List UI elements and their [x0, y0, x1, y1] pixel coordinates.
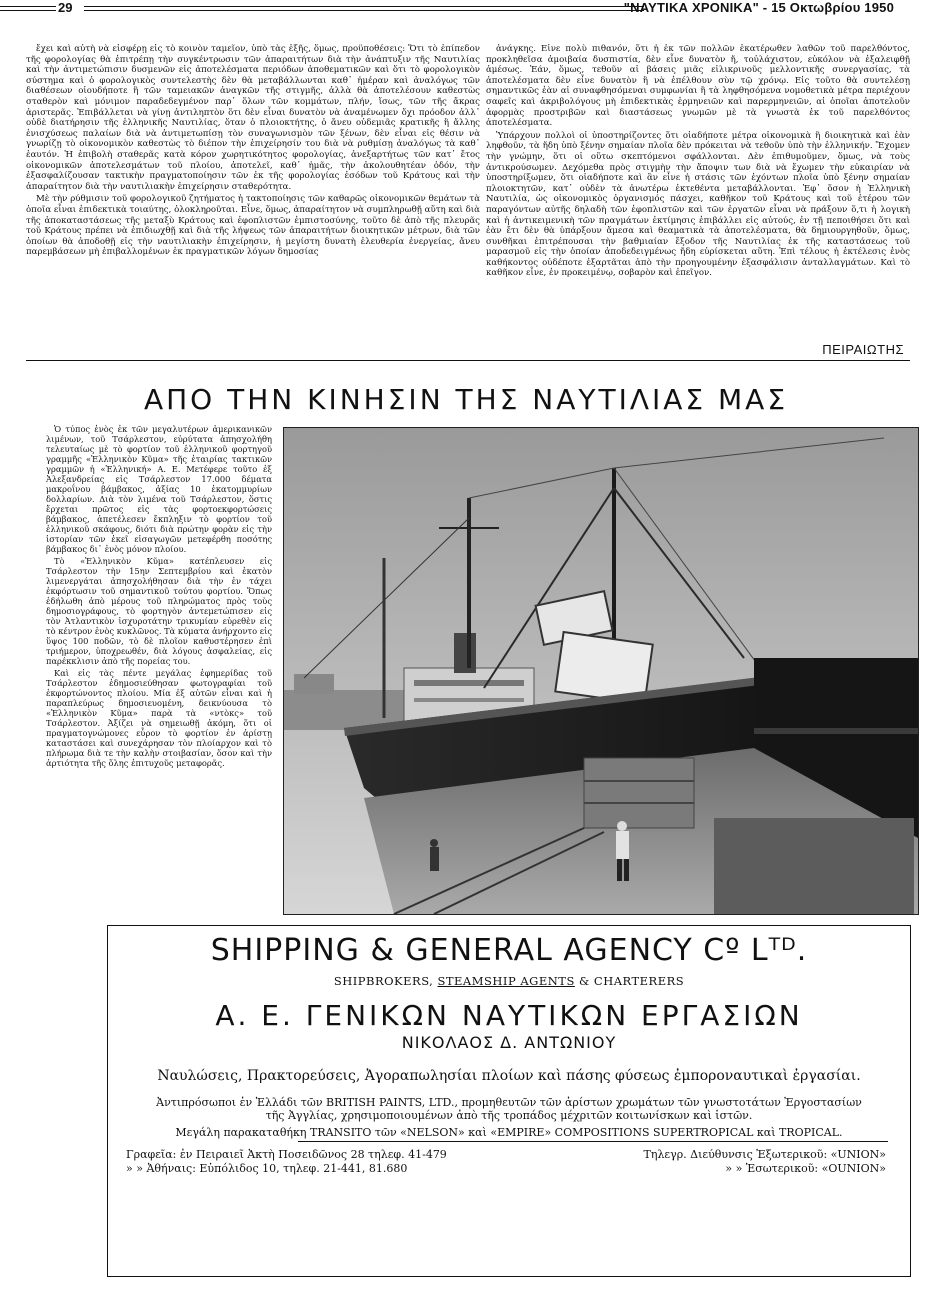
ad-services-pre: SHIPBROKERS,	[333, 974, 438, 988]
paragraph: Μὲ τὴν ρύθμισιν τοῦ φορολογικοῦ ζητήματος ἡ τακτοποίησις τῶν καθαρῶς οἰκονομικῶν θεμάτων τὰ ὁποῖα εἶναι ἐπιδεκτικὰ τοιαύτης, ὁλοκληροῦται. Εἶνε, ὅμως, ἀπαραίτητον νὰ συμπληρωθῇ αὕτη καὶ διὰ τῆς ἀποκαταστάσεως τῆς μεταξὺ Κράτους καὶ ἐφοπλιστῶν ἐμπιστοσύνης, τοῦτο δὲ ἀπὸ τῆς πλευρᾶς τοῦ Κράτους πρέπει νὰ ἐπιδιωχθῇ καὶ διὰ τῆς λήψεως τῶν ἀπαραιτήτων διοικητικῶν μέτρων, διὰ τῶν ὁποίων θὰ ἀποδοθῇ εἰς τὴν ναυτιλιακὴν ἐπιχείρησιν, ἡ μεγίστη δυνατὴ ἐλευθερία ἐνεργείας, ἄνευ παρεμβάσεων μὴ ἐπιβαλλομένων ἐκ πραγματικῶν λόγων δημοσίας	[26, 194, 480, 258]
ad-services	[108, 974, 910, 988]
page-number: 29	[58, 0, 73, 15]
ad-company-name: SHIPPING & GENERAL AGENCY Cº Lᵀᴰ.	[210, 933, 808, 968]
author-signature: ΠΕΙΡΑΙΩΤΗΣ	[822, 342, 904, 357]
ad-contact-block	[126, 1148, 886, 1176]
ad-greek-company-name: Α. Ε. ΓΕΝΙΚΩΝ ΝΑΥΤΙΚΩΝ ΕΡΓΑΣΙΩΝ	[215, 999, 803, 1032]
section-headline: ΑΠΟ ΤΗΝ ΚΙΝΗΣΙΝ ΤΗΣ ΝΑΥΤΙΛΙΑΣ ΜΑΣ	[143, 383, 789, 416]
ad-agency-note: Ἀντιπρόσωποι ἐν Ἑλλάδι τῶν BRITISH PAINTS, LTD., προμηθευτῶν τῶν ἀρίστων χρωμάτων τῶν γνωστοτάτων Ἐργοστασίων τῆς Ἀγγλίας, χρησιμοποιουμένων ἀπὸ τῆς τροπάδος μέχριτῶν κοιτωνίσκων καὶ ἱστῶν.	[156, 1096, 862, 1122]
paragraph: Ὑπάρχουν πολλοὶ οἱ ὑποστηρίζοντες ὅτι οἱαδήποτε μέτρα οἰκονομικὰ ἢ διοικητικὰ καὶ ἐὰν ληφθοῦν, τὰ ἤδη ὑπὸ ξένην σημαίαν πλοῖα δὲν πρόκειται νὰ τεθοῦν ὑπὸ τὴν ἑλληνικήν. Ἔχομεν τὴν γνώμην, ὅτι οἱ οὕτω σκεπτόμενοι σφάλλονται. Δὲν ἐπιθυμοῦμεν, ὅμως, νὰ τοὺς ἀντικρούσωμεν. Δεχόμεθα πρὸς στιγμὴν τὴν ἄποψιν των διὰ νὰ ἔχωμεν τὴν εὐκαιρίαν νὰ ὑποστηρίξωμεν, ὅτι οἱαδήποτε καὶ ἂν εἶνε ἡ στάσις τῶν ἐχόντων πλοῖα ὑπὸ ξένην σημαίαν πλοιοκτητῶν, κατ᾿ οὐδὲν τὰ ἀνωτέρω ἐκτεθέντα μεταβάλλονται. Ἐφ᾿ ὅσον ἡ Ἑλληνικὴ Ναυτιλία, ὡς οἰκονομικὸς ὀργανισμός πάσχει, καθῆκον τοῦ Κράτους καὶ τοῦ ἑτέρου τῶν παραγόντων αὐτῆς δηλαδὴ τῶν ἐφοπλιστῶν καὶ τῶν ἐργατῶν εἶναι νὰ πράξουν ὅ,τι ἡ λογικὴ καὶ ἡ ἀντικειμενικὴ τῶν πραγμάτων ἐκτίμησις ἐπιβάλλει εἰς αὐτούς, ἐν τῇ πεποιθήσει ὅτι καὶ ἐὰν ἔτι δὲν θὰ ὑπάρξουν ἄμεσα καὶ θεαματικὰ τὰ ἀποτελέσματα, θὰ δημιουργηθοῦν, ὅμως, συνθῆκαι ἐπιτρέπουσαι τὴν βαθμιαίαν ἔξοδον τῆς Ναυτιλίας ἐκ τῆς καταστάσεως τοῦ μαρασμοῦ εἰς τὴν ὁποίαν ἀποδεδειγμένως ἤδη εὑρίσκεται αὕτη. Ἐπὶ τέλους ἡ ἐκτέλεσις ἑνὸς καθήκοντος οὐδέποτε ἐξαρτᾶται ἀπὸ τὴν προηγουμένην ἐξασφάλισιν ἀνταλλαγμάτων. Καὶ τὸ καθῆκον εἶνε, ἐν προκειμένῳ, σοβαρὸν καὶ ἐπεῖγον.	[486, 130, 910, 279]
ad-services-post: & CHARTERERS	[574, 974, 685, 988]
publication-title: "ΝΑΥΤΙΚΑ ΧΡΟΝΙΚΑ" - 15 Οκτωβρίου 1950	[623, 0, 894, 15]
news-column	[46, 424, 272, 916]
paragraph: ἀνάγκης. Εἶνε πολὺ πιθανόν, ὅτι ἡ ἐκ τῶν πολλῶν ἑκατέρωθεν λαθῶν τοῦ παρελθόντος, προκληθεῖσα ἀμοιβαία δυσπιστία, δὲν εἶνε δυνατὸν ἤ, τοὐλάχιστον, εὐκόλον νὰ ἐξαλειφθῇ ἀμέσως. Ἐάν, ὅμως, τεθοῦν αἱ βάσεις μιᾶς εἰλικρινοῦς μελλοντικῆς συνεργασίας, τὰ ἀποτελέσματα δὲν εἶνε δυνατὸν ἢ νὰ ἐπέλθουν σὺν τῷ χρόνῳ. Εἰς τοῦτο θὰ συντελέσῃ σημαντικῶς ἐὰν αἱ συναφθησόμεναι συμφωνίαι ἢ τὰ ληφθησόμενα νομοθετικὰ μέτρα περιέχουν σαφεῖς καὶ ἀκριβολόγους μὴ ἐπιδεκτικὰς ἑρμηνειῶν καὶ παρερμηνειῶν, αἱ ὁποῖαι ἀποτελοῦν ἀφορμὰς προστριβῶν καὶ διαστάσεως γνωμῶν μὲ τὰ γνωστὰ ἐκ τοῦ παρελθόντος ἀποτελέσματα.	[486, 44, 910, 129]
article-column-right	[486, 44, 910, 354]
ad-transit-note: Μεγάλη παρακαταθήκη TRANSITO τῶν «NELSON» καὶ «EMPIRE» COMPOSITIONS SUPERTROPICAL καὶ TROPICAL.	[175, 1126, 843, 1139]
paragraph: Καὶ εἰς τὰς πέντε μεγάλας ἐφημερίδας τοῦ Τσάρλεστον ἐδημοσιεύθησαν φωτογραφίαι τοῦ ἐκφορτώνοντος πλοίου. Μία ἐξ αὐτῶν εἶναι καὶ ἡ παραπλεύρως δημοσιευομένη, δεικνύουσα τὸ «Ἑλληνικὸν Κῦμα» παρὰ τὰ «ντὸκς» τοῦ Τσάρλεστον. Ἀξίζει νὰ σημειωθῇ ἀκόμη, ὅτι οἱ πραγματογνώμονες εὗρον τὸ φορτίον ἐν ἀρίστῃ καταστάσει καὶ συνεχάρησαν τὸν πλοίαρχον καὶ τὸ πλήρωμα διὰ τε τὴν καλὴν στοιβασίαν, ὅσον καὶ τὴν ἀρτιότητα τῆς ὅλης ἐπιτυχοῦς μεταφορᾶς.	[46, 668, 272, 768]
divider	[298, 1141, 888, 1142]
ad-office-piraeus: Γραφεῖα: ἐν Πειραιεῖ Ἀκτὴ Ποσειδῶνος 28 τηλεφ. 41-479	[126, 1148, 447, 1161]
article-column-left	[26, 44, 480, 350]
ship-photo	[283, 427, 919, 915]
ad-owner-name: ΝΙΚΟΛΑΟΣ Δ. ΑΝΤΩΝΙΟΥ	[401, 1033, 617, 1052]
paragraph: ἔχει καὶ αὐτὴ νὰ εἰσφέρῃ εἰς τὸ κοινὸν ταμεῖον, ὑπὸ τὰς ἑξῆς, ὅμως, προϋποθέσεις: Ὅτι τὸ ἐπίπεδον τῆς φορολογίας θὰ ἐπιτρέπῃ τὴν συγκέντρωσιν τῶν ἀπαραιτήτων διὰ τὴν ἀνάπτυξιν τῆς Ναυτιλίας καὶ τὴν ἀντιμετώπισιν δυσμενῶν εἰς ἀποτελέσματα περιόδων ἀποθεματικῶν καὶ ὅτι τὸ φορολογικὸν σύστημα καὶ ὁ φορολογικὸς συντελεστὴς δὲν θὰ μεταβάλλωνται καθ᾿ ἡμέραν καὶ ἀναλόγως τῶν διαθέσεων οἱουδήποτε ἢ τῶν ταμειακῶν ἀναγκῶν τῆς στιγμῆς, ἀλλὰ θὰ ἀποτελέσουν καθεστὼς σταθερὸν καὶ μόνιμον παραδεδεγμένον παρ᾿ ὅλων τῶν κομμάτων, πλήν, ἴσως, τῶν τῆς ἄκρας ἀριστερᾶς. Ἐπιβάλλεται νὰ γίνῃ ἀντιληπτὸν ὅτι δὲν εἶναι δυνατὸν νὰ ἀναμένωμεν ὄχι πρόοδον ἀλλ᾿ οὐδὲ διατήρησιν τῆς ἑλληνικῆς Ναυτιλίας, ὅταν ὁ πλοιοκτήτης, ὁ ἄνευ οὐδεμιᾶς κρατικῆς ἢ ἄλλης ἐνισχύσεως παλαίων διὰ νὰ ἀντιμετωπίσῃ τὸν συναγωνισμὸν τῶν ξένων, δὲν εἶναι εἰς θέσιν νὰ γνωρίζῃ τὸ οἰκονομικὸν καθεστὼς τὸ διέπον τὴν ἐπιχείρησίν του διὰ νὰ ρυθμίσῃ ἀναλόγως τὰ καθ᾿ ἑαυτόν. Ἡ ἐπιβολὴ σταθερᾶς κατὰ κόρον χωρητικότητος φορολογίας, ἀνεξαρτήτως τῶν κατ᾿ ἔτος οἰκονομικῶν ἀποτελεσμάτων τοῦ πλοίου, ἀποτελεῖ, καθ᾿ ἡμᾶς, τὴν ἀκολουθητέαν ὁδόν, τὴν ἐξασφαλίζουσαν τακτικὴν πραγματοποίησιν τῶν ἐκ τῆς φορολογίας ἐσόδων τοῦ Κράτους καὶ τὴν ἀπαραίτητον διὰ τὴν ναυτιλιακὴν ἐπιχείρησιν σταθερότητα.	[26, 44, 480, 192]
divider	[26, 360, 910, 361]
ad-office-athens: » » Ἀθήναις: Εὐπόλιδος 10, τηλεφ. 21-441, 81.680	[126, 1162, 408, 1175]
paragraph: Τὸ «Ἑλληνικὸν Κῦμα» κατέπλευσεν εἰς Τσάρλεστον τὴν 15ην Σεπτεμβρίου καὶ ἑκατὸν λιμενεργάται ἀπησχολήθησαν διὰ τὴν ἐν τάχει ἐκφόρτωσιν τοῦ σημαντικοῦ τούτου φορτίου. Ὅπως ἐδήλωθη ἀπὸ μέρους τοῦ πληρώματος πρὸς τοὺς δημοσιογράφους, τὸ φορτηγὸν ἀντεμετώπισεν εἰς τὸν Ἀτλαντικὸν ἰσχυροτάτην τρικυμίαν εὑρεθὲν εἰς τὸ κέντρον ἑνὸς κυκλῶνος. Τὰ κύματα ἀνήρχοντο εἰς ὕψος 100 ποδῶν, τὸ δὲ πλοῖον καθυστέρησεν ἐπὶ τριήμερον, ὑποχρεωθέν, διὰ λόγους ἀσφαλείας, εἰς παρέκκλισιν ἀπὸ τῆς πορείας του.	[46, 556, 272, 666]
ad-telegraph-foreign: Τηλεγρ. Διεύθυνσις Ἐξωτερικοῦ: «UNION»	[643, 1148, 886, 1161]
advertisement-box	[107, 925, 911, 1277]
ad-services-underlined: STEAMSHIP AGENTS	[437, 974, 575, 988]
ad-activities: Ναυλώσεις, Πρακτορεύσεις, Ἀγοραπωλησίαι πλοίων καὶ πάσης φύσεως ἐμποροναυτικαὶ ἐργασίαι.	[157, 1068, 861, 1084]
paragraph: Ὁ τύπος ἑνὸς ἐκ τῶν μεγαλυτέρων ἀμερικανικῶν λιμένων, τοῦ Τσάρλεστον, εὐρύτατα ἀπησχολήθη τελευταίως μὲ τὸ φορτίον τοῦ ἑλληνικοῦ φορτηγοῦ γραμμῆς «Ἑλληνικὸν Κῦμα» τῆς ἑταιρίας τακτικῶν γραμμῶν ἡ «Ἑλληνική» Α. Ε. Μετέφερε τοῦτο ἐξ Ἀλεξανδρείας εἰς Τσάρλεστον 17.000 δέματα μακροΐνου βάμβακος, ἀξίας 10 ἑκατομμυρίων δολλαρίων. Διὰ τὸν λιμένα τοῦ Τσάρλεστον, ὅστις ἔρχεται πρῶτος εἰς τὰς φορτοεκφορτώσεις βάμβακος, ἀπετέλεσεν ἔκπληξιν τὸ φορτίον τοῦ ἑλληνικοῦ σκάφους, διότι διὰ πρώτην φορὰν εἰς τὴν ἱστορίαν τῶν ἐκεῖ εἰσαγωγῶν μετεφέρθη ποσότης βάμβακος δι᾿ ἑνὸς μόνον πλοίου.	[46, 424, 272, 554]
ad-telegraph-domestic: » » Ἐσωτερικοῦ: «ΟUΝΙΟΝ»	[725, 1162, 886, 1175]
